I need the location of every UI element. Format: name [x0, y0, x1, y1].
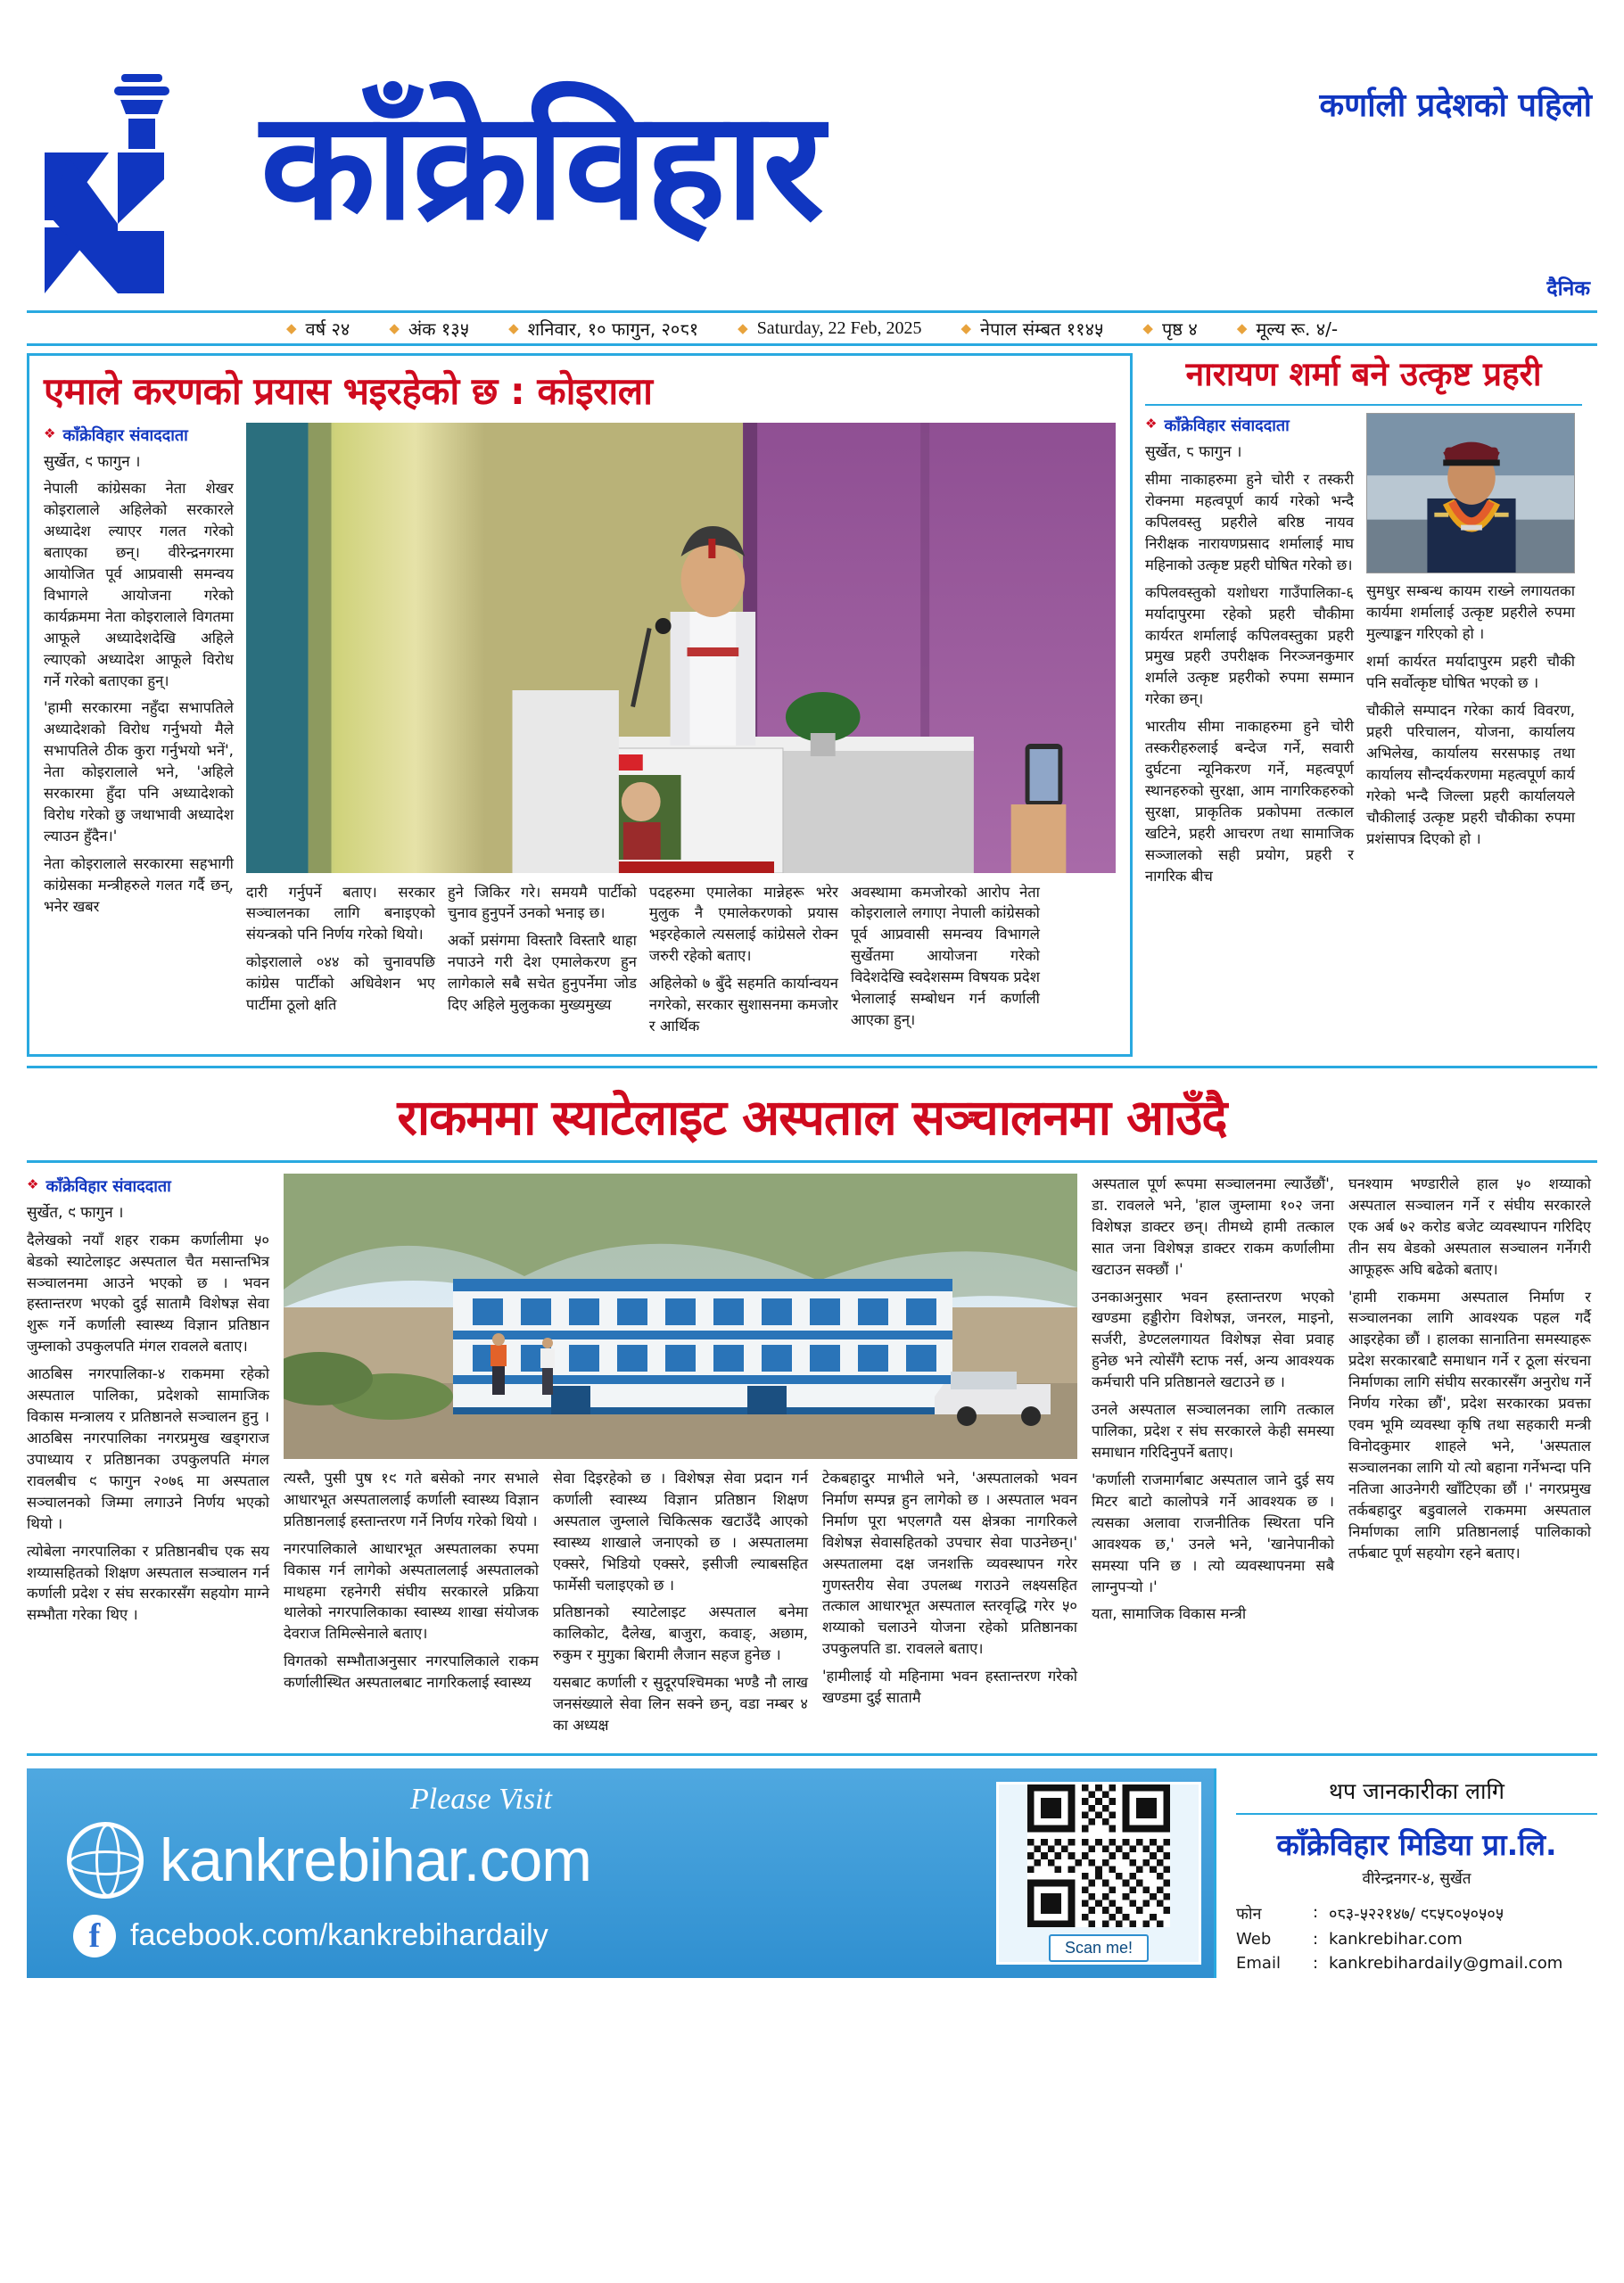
byline-name: काँक्रेविहार संवाददाता — [45, 1176, 171, 1196]
dateline: सुर्खेत, ९ फागुन । — [27, 1204, 124, 1223]
main-story-column-2 — [284, 1468, 539, 1743]
main-story-column-3 — [553, 1468, 808, 1743]
please-visit-label: Please Visit — [410, 1783, 552, 1817]
info-date-nepali: ◆ शनिवार, १० फागुन, २०८१ — [508, 317, 699, 340]
paragraph: नगरपालिकाले आधारभूत अस्पतालका रुपमा विकास गर्न लागेको अस्पताललाई अस्पतालको माथहमा रहनेगरी संघीय सरकारले प्रक्रिया थालेको नगरपालिकाका स्वास्थ्य शाखा संयोजक देवराज तिमिल्सेनाले बताए। — [284, 1539, 539, 1643]
lead-story-photo-area — [246, 423, 1116, 1043]
paragraph: पदहरुमा एमालेका मान्नेहरू भरेर मुलुक नै एमालेकरणको प्रयास भइरहेकाले त्यसलाई कांग्रेसले रोक्न जरुरी रहेको बताए। — [648, 883, 838, 965]
facebook-row[interactable] — [27, 1915, 996, 1957]
byline — [27, 1174, 269, 1200]
paragraph: त्यस्तै, पुसी पुष १९ गते बसेको नगर सभाले आधारभूत अस्पताललाई कर्णाली स्वास्थ्य विज्ञान प्रतिष्ठानलाई हस्तान्तरण गर्ने निर्णय गरेको थियो । — [284, 1469, 539, 1529]
info-issue: ◆ अंक १३५ — [389, 317, 470, 340]
paragraph: आठबिस नगरपालिका-४ राकममा रहेको अस्पताल पालिका, प्रदेशको सामाजिक विकास मन्त्रालय र प्रतिष्ठानले सञ्चालन हुनु । आठबिस नगरपालिका नगरप्रमुख खड्गराज उपाध्याय र प्रतिष्ठानका उपकुलपति मंगल रावलबीच ९ फागुन २०७६ मा अस्पताल सञ्चालनको जिम्मा लगाउने निर्णय भएको थियो । — [27, 1365, 269, 1532]
masthead — [27, 12, 1597, 307]
lead-story-column-2 — [246, 882, 435, 1043]
qr-code — [1027, 1784, 1170, 1927]
website-row[interactable] — [27, 1822, 996, 1899]
paragraph: 'कर्णाली राजमार्गबाट अस्पताल जाने दुई सय मिटर बाटो कालोपत्रे गर्ने आवश्यक छ । त्यसका अलावा राजनीतिक स्थिरता पनि आवश्यक छ,' उनले भने, 'खानेपानीको समस्या पनि छ । त्यो व्यवस्थापनमा सबै लाग्नुपर्‍यो ।' — [1092, 1471, 1334, 1595]
paragraph: चौकीले सम्पादन गरेका कार्य विवरण, प्रहरी परिचालन, योजना, कार्यालय अभिलेख, कार्यालय सरसफाइ तथा कार्यालय सौन्दर्यकरणमा महत्वपूर्ण कार्य गरेको भन्दै जिल्ला प्रहरी कार्यालयले चौकीलाई उत्कृष्ट प्रहरी चौकीका रुपमा प्रशंसापत्र दिएको हो । — [1366, 701, 1575, 847]
footer-contact — [1214, 1768, 1597, 1978]
byline — [44, 423, 234, 449]
paragraph: अहिलेको ७ बुँदे सहमति कार्यान्वयन नगरेको, सरकार सुशासनमा कमजोर र आर्थिक — [648, 975, 838, 1035]
flower-icon: ❖ — [44, 424, 56, 441]
kankrebihar-monogram-logo-icon — [36, 70, 268, 307]
masthead-tagline: कर्णाली प्रदेशको पहिलो — [1319, 87, 1592, 124]
paragraph: भारतीय सीमा नाकाहरुमा हुने चोरी तस्करीहरुलाई बन्देज गर्ने, सवारी दुर्घटना न्यूनिकरण गर्ने, महत्वपूर्ण स्थानहरुको सुरक्षा, आम नागरिकहरुको सुरक्षा, प्राकृतिक प्रकोपमा तत्काल खटिने, प्रहरी आचरण तथा सामाजिक सञ्जालको सही प्रयोग, प्रहरी र नागरिक बीच — [1145, 718, 1354, 885]
paragraph: उनकाअनुसार भवन हस्तान्तरण भएको खण्डमा हड्डीरोग विशेषज्ञ, जनरल, माइनो, सर्जरी, डेण्टललगायत विशेषज्ञ सेवा प्रवाह हुनेछ भने त्योसँगै स्टाफ नर्स, अन्य आवश्यक कर्मचारी पनि प्रतिष्ठानले खटाउने छ । — [1092, 1288, 1334, 1391]
flower-icon: ❖ — [27, 1175, 39, 1192]
contact-web[interactable]: Web : kankrebihar.com — [1236, 1930, 1463, 1949]
byline — [1145, 413, 1354, 440]
paragraph: अवस्थामा कमजोरको आरोप नेता कोइरालाले लगाएा नेपाली कांग्रेसको पूर्व आप्रवासी समन्वय विभागले सुर्खेतमा आयोजना गरेको विदेशदेखि स्वदेशसम्म विषयक प्रदेश भेलालाई सम्बोधन गर्न कर्णाली आएका हुन्। — [850, 883, 1040, 1029]
info-year: ◆ वर्ष २४ — [285, 317, 350, 340]
paragraph: नेपाली कांग्रेसका नेता शेखर कोइरालाले अहिलेको सरकारले अध्यादेश ल्याएर गलत गरेको बताएका छन्। वीरेन्द्रनगरमा आयोजित पूर्व आप्रवासी समन्वय विभागले आयोजना गरेको कार्यक्रममा नेता कोइरालाले विगतमा आफूले अध्यादेशदेखि अहिले ल्याएको अध्यादेश आफूले विरोध गर्ने गरेको बताएका हुन्। — [44, 480, 234, 689]
police-officer-portrait-photo — [1366, 413, 1575, 573]
paragraph: अस्पताल पूर्ण रूपमा सञ्चालनमा ल्याउँछौं', डा. रावलले भने, 'हाल जुम्लामा १०२ जना विशेषज्ञ डाक्टर छन्। तीमध्ये हामी तत्काल सात जना विशेषज्ञ डाक्टर राकम कर्णालीमा खटाउन सक्छौं ।' — [1092, 1174, 1334, 1278]
website-url[interactable]: kankrebihar.com — [160, 1826, 591, 1894]
paragraph: नेता कोइरालाले सरकारमा सहभागी कांग्रेसका मन्त्रीहरुले गलत गर्दै छन्, भनेर खबर — [44, 854, 234, 915]
paragraph: 'हामी राकममा अस्पताल निर्माण र सञ्चालनका लागि आवश्यक पहल गर्दै आइरहेका छौं । हालका सानातिना समस्याहरू प्रदेश सरकारबाटै समाधान गर्ने र ठूला संरचना निर्माणका लागि संघीय सरकारसँग अनुरोध गर्ने निर्णय गरेका छौं', प्रदेश सरकारका प्रवक्ता एवम भूमि व्यवस्था कृषि तथा सहकारी मन्त्री विनोदकुमार शाहले भने, 'अस्पताल सञ्चालनका लागि यो त्यो बहाना गर्नेभन्दा पनि नतिजा आउनेगरी खाँटिएका छौं ।' नगरप्रमुख तर्कबहादुर बडुवालले राकममा अस्पताल निर्माणका लागि प्रतिष्ठानलाई पालिकाको तर्फबाट पूर्ण सहयोग रहने बताए। — [1348, 1288, 1591, 1562]
paragraph: 'हामीलाई यो महिनामा भवन हस्तान्तरण गरेकोे खण्डमा दुई सातामै — [822, 1668, 1077, 1707]
byline-name: काँक्रेविहार संवाददाता — [62, 425, 188, 445]
main-story-column-6 — [1348, 1174, 1591, 1743]
lead-story-column-3 — [448, 882, 637, 1043]
contact-phone: फोन : ०८३-५२२१४७/ ९८५८०५०५०५ — [1236, 1903, 1504, 1924]
speaker-at-podium-photo — [246, 423, 1116, 873]
info-nepal-sambat: ◆ नेपाल संम्बत ११४५ — [960, 317, 1104, 340]
page-title: काँक्रेविहार — [260, 78, 822, 253]
paragraph: कपिलवस्तुको यशोधरा गाउँपालिका-६ मर्यादापुरमा रहेको प्रहरी चौकीमा कार्यरत शर्मालाई कपिलवस्तुका प्रहरी प्रमुख प्रहरी उपरीक्षक निरञ्जनकुमार शर्माले उत्कृष्ट प्रहरीको रुपमा सम्मान गरेका छन्। — [1145, 583, 1354, 708]
diamond-icon: ◆ — [1236, 320, 1248, 336]
company-name: काँक्रेविहार मिडिया प्रा.लि. — [1276, 1827, 1557, 1863]
more-info-title: थप जानकारीका लागि — [1236, 1776, 1597, 1815]
paragraph: विगतको सम्भौताअनुसार नगरपालिकाले राकम कर्णालीस्थित अस्पतालबाट नागरिकलाई स्वास्थ्य — [284, 1652, 539, 1692]
lead-story-headline: एमाले करणको प्रयास भइरहेको छ : कोइराला — [44, 369, 653, 413]
paragraph: सीमा नाकाहरुमा हुने चोरी र तस्करी रोक्नमा महत्वपूर्ण कार्य गरेको भन्दै कपिलवस्तु प्रहरीले बरिष्ठ नायव निरीक्षक नारायणप्रसाद शर्मालाई माघ महिनाको उत्कृष्ट प्रहरी घोषित गरेको छ। — [1145, 471, 1354, 573]
issue-info-strip — [27, 310, 1597, 346]
footer-banner — [27, 1768, 1597, 1978]
main-story-column-5 — [1092, 1174, 1334, 1743]
footer-promo — [27, 1768, 1214, 1978]
diamond-icon: ◆ — [738, 321, 748, 336]
globe-icon — [67, 1822, 144, 1899]
diamond-icon: ◆ — [960, 320, 972, 336]
byline-name: काँक्रेविहार संवाददाता — [1164, 416, 1290, 436]
paragraph: यता, सामाजिक विकास मन्त्री — [1092, 1605, 1247, 1623]
facebook-url[interactable]: facebook.com/kankrebihardaily — [130, 1918, 548, 1953]
paragraph: त्योबेला नगरपालिका र प्रतिष्ठानबीच एक सय शय्यासहितको शिक्षण अस्पताल सञ्चालन गर्न कर्णाली प्रदेश र संघ सरकारसँग सहयोग माग्ने सम्भौता गरेका थिए । — [27, 1542, 269, 1624]
paragraph: प्रतिष्ठानको स्याटेलाइट अस्पताल बनेमा कालिकोट, दैलेख, बाजुरा, कवाङ्, अछाम, रुकुम र मुगुका बिरामी लैजान सहज हुनेछ । — [553, 1603, 808, 1664]
diamond-icon: ◆ — [508, 320, 519, 336]
masthead-daily-label: दैनिक — [1546, 277, 1590, 301]
lead-story-column-4 — [649, 882, 838, 1043]
facebook-icon: f — [73, 1915, 116, 1957]
hospital-building-photo — [284, 1174, 1077, 1459]
main-story — [27, 1163, 1597, 1756]
police-story-column-2 — [1366, 413, 1575, 893]
lead-story — [27, 353, 1133, 1057]
info-page-count: ◆ पृष्ठ ४ — [1142, 317, 1198, 340]
top-stories-section — [27, 353, 1597, 1068]
police-story-headline: नारायण शर्मा बने उत्कृष्ट प्रहरी — [1145, 353, 1582, 406]
lead-story-column-5 — [851, 882, 1040, 1043]
lead-story-column-1 — [44, 423, 234, 1043]
paragraph: सुमधुर सम्बन्ध कायम राख्ने लगायतका कार्यमा शर्मालाई उत्कृष्ट प्रहरीले रुपमा मुल्याङ्कन गरिएको हो । — [1366, 582, 1575, 643]
diamond-icon: ◆ — [1142, 320, 1153, 336]
paragraph: दैलेखको नयाँ शहर राकम कर्णालीमा ५० बेडको स्याटेलाइट अस्पताल चैत मसान्तभित्र सञ्चालनमा आउने भएको छ । भवन हस्तान्तरण भएको दुई सातामै विशेषज्ञ सेवा शुरू गर्ने कर्णाली स्वास्थ्य विज्ञान प्रतिष्ठान जुम्लाको उपकुलपति मंगल रावलले बताए। — [27, 1231, 269, 1356]
main-story-headline: राकममा स्याटेलाइट अस्पताल सञ्चालनमा आउँदै — [27, 1068, 1597, 1163]
main-story-column-1 — [27, 1174, 269, 1743]
paragraph: 'हामी सरकारमा नहुँदा सभापतिले अध्यादेशको विरोध गर्नुभयो मैले सभापतिले ठीक कुरा गर्नुभयो भनें', नेता कोइरालाले भने, 'अहिले सरकारमा हुँदा पनि अध्यादेशको विरोध गरेको छु जथाभावी अध्यादेश ल्याउन हुँदैन।' — [44, 699, 234, 845]
diamond-icon: ◆ — [389, 320, 400, 336]
paragraph: दारी गर्नुपर्ने बताए। सरकार सञ्चालनका लागि बनाइएको संयन्त्रको पनि निर्णय गरेको थियो। — [245, 883, 435, 944]
paragraph: शर्मा कार्यरत मर्यादापुरम प्रहरी चौकी पनि सर्वोत्कृष्ट घोषित भएको छ । — [1366, 653, 1575, 692]
police-story-column-1 — [1145, 413, 1354, 893]
diamond-icon: ◆ — [285, 320, 297, 336]
contact-email[interactable]: Email : kankrebihardaily@gmail.com — [1236, 1954, 1563, 1974]
company-address: वीरेन्द्रनगर-४, सुर्खेत — [1362, 1870, 1471, 1889]
paragraph: कोइरालाले ०४४ को चुनावपछि कांग्रेस पार्टीको अधिवेशन भए पार्टीमा ठूलो क्षति — [245, 953, 435, 1014]
paragraph: टेकबहादुर माभीले भने, 'अस्पतालको भवन निर्माण सम्पन्न हुन लागेको छ । अस्पताल भवन निर्माण पूरा भएलगतै यस क्षेत्रका नागरिकले विशेषज्ञ सेवासहितको उपचार सेवा पाउनेछन्।' अस्पतालमा दक्ष जनशक्ति व्यवस्थापन गरेर गुणस्तरीय सेवा उपलब्ध गराउने लक्ष्यसहित तत्काल आधारभूत अस्पताल स्तरवृद्धि गरेर ५० शय्याको चलाउने योजना रहेको प्रतिष्ठानका उपकुलपति डा. रावलले बताए। — [822, 1469, 1077, 1658]
paragraph: सेवा दिइरहेको छ । विशेषज्ञ सेवा प्रदान गर्न कर्णाली स्वास्थ्य विज्ञान प्रतिष्ठान शिक्षण अस्पताल जुम्लाले चिकित्सक खटाउँदै आएको स्वास्थ्य शाखाले जनाएको छ । अस्पतालमा एक्सरे, भिडियो एक्सरे, इसीजी ल्याबसहित फार्मेसी चलाइएको छ । — [553, 1469, 808, 1594]
police-story — [1145, 353, 1582, 1057]
qr-code-box[interactable] — [996, 1782, 1201, 1965]
info-price: ◆ मूल्य रू. ४/- — [1236, 317, 1339, 340]
dateline: सुर्खेत, ८ फागुन । — [1145, 443, 1242, 462]
paragraph: अर्को प्रसंगमा विस्तारै विस्तारै थाहा नपाउने गरी देश एमालेकरण हुन लागेकाले सबै सचेत हुनुपर्नेमा जोड दिए अहिले मुलुकका मुख्यमुख्य — [447, 932, 637, 1014]
paragraph: हुने जिकिर गरे। समयमै पार्टीको चुनाव हुनुपर्ने उनको भनाइ छ। — [447, 883, 637, 922]
flower-icon: ❖ — [1145, 416, 1158, 433]
paragraph: यसबाट कर्णाली र सुदूरपश्चिमका भण्डै नौ लाख जनसंख्याले सेवा लिन सक्ने छन्, वडा नम्बर ४ का अध्यक्ष — [553, 1674, 808, 1735]
dateline: सुर्खेत, ९ फागुन । — [44, 452, 141, 471]
scan-me-label[interactable]: Scan me! — [1049, 1934, 1149, 1962]
paragraph: उनले अस्पताल सञ्चालनका लागि तत्काल पालिका, प्रदेश र संघ सरकारले केही समस्या समाधान गरिदिनुपर्ने बताए। — [1092, 1401, 1334, 1462]
main-story-photo-area — [284, 1174, 1077, 1743]
main-story-column-4 — [822, 1468, 1077, 1743]
info-date-english: ◆ Saturday, 22 Feb, 2025 — [738, 317, 922, 338]
paragraph: घनश्याम भण्डारीले हाल ५० शय्याको अस्पताल सञ्चालन गर्ने र संघीय सरकारले एक अर्ब ७२ करोड बजेट व्यवस्थापन गरिदिए तीन सय बेडको अस्पताल सञ्चालन गर्नेगरी आफूहरू अघि बढेको बताए। — [1348, 1174, 1591, 1278]
